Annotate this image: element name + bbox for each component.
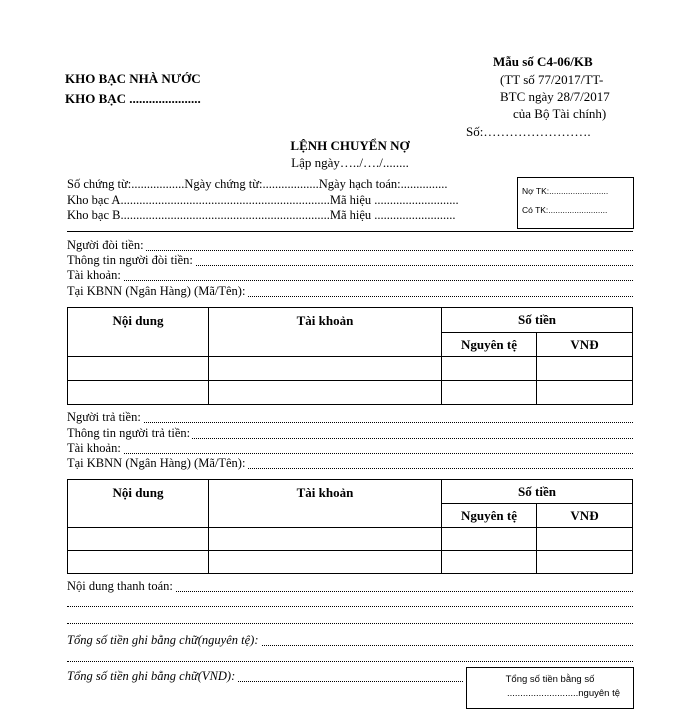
table-cell[interactable]	[209, 528, 442, 551]
voucher-line-3: Kho bạc B...................................................................Mã hiệu ..........................	[67, 208, 456, 222]
total-amount-box	[466, 667, 634, 709]
page-title: LỆNH CHUYỂN NỢ	[290, 138, 410, 153]
treasury-branch: KHO BẠC ......................	[65, 91, 201, 106]
table-cell[interactable]	[68, 381, 209, 405]
circular-line-3: của Bộ Tài chính)	[513, 106, 607, 121]
total-amount-original[interactable]: ...........................nguyên tệ	[507, 688, 620, 699]
requester-account-label: Tài khoản:	[67, 268, 121, 282]
payer-account-field[interactable]	[67, 453, 633, 454]
treasury-name: KHO BẠC NHÀ NƯỚC	[65, 71, 201, 86]
voucher-line-1: Số chứng từ:.................Ngày chứng từ:..................Ngày hạch toán:...............	[67, 177, 448, 191]
total-words-vnd-label: Tổng số tiền ghi bằng chữ(VND):	[67, 669, 236, 683]
table-cell[interactable]	[442, 357, 537, 381]
header-amount: Số tiền	[442, 480, 633, 504]
header-amount: Số tiền	[442, 308, 633, 333]
header-original-currency: Nguyên tệ	[442, 333, 537, 357]
table-cell[interactable]	[537, 528, 633, 551]
table-cell[interactable]	[537, 357, 633, 381]
credit-account: Có TK:.........................	[522, 205, 608, 215]
creation-date: Lập ngày…../…./........	[291, 155, 409, 170]
requester-table	[67, 307, 633, 405]
table-cell[interactable]	[442, 528, 537, 551]
header-content: Nội dung	[68, 480, 209, 528]
total-words-original-field-2[interactable]	[67, 661, 633, 662]
table-cell[interactable]	[68, 528, 209, 551]
requester-field[interactable]	[67, 250, 633, 251]
payer-label: Người trả tiền:	[67, 410, 141, 424]
table-cell[interactable]	[209, 357, 442, 381]
requester-account-field[interactable]	[67, 280, 633, 281]
account-box	[517, 177, 634, 229]
requester-label: Người đòi tiền:	[67, 238, 144, 252]
header-vnd: VNĐ	[537, 504, 633, 528]
document-number: Số:…………………….	[466, 124, 591, 139]
payer-account-label: Tài khoản:	[67, 441, 121, 455]
table-cell[interactable]	[442, 381, 537, 405]
separator-line	[67, 231, 633, 232]
table-cell[interactable]	[209, 381, 442, 405]
payer-table	[67, 479, 633, 574]
requester-bank-label: Tại KBNN (Ngân Hàng) (Mã/Tên):	[67, 284, 246, 298]
total-amount-title: Tổng số tiền bằng số	[505, 674, 595, 685]
table-cell[interactable]	[537, 381, 633, 405]
payment-content-label: Nội dung thanh toán:	[67, 579, 173, 593]
table-cell[interactable]	[537, 551, 633, 574]
header-vnd: VNĐ	[537, 333, 633, 357]
header-account: Tài khoản	[209, 480, 442, 528]
header-content: Nội dung	[68, 308, 209, 357]
header-original-currency: Nguyên tệ	[442, 504, 537, 528]
voucher-line-2: Kho bạc A...................................................................Mã hiệu ...........................	[67, 193, 459, 207]
table-cell[interactable]	[209, 551, 442, 574]
total-words-original-label: Tổng số tiền ghi bằng chữ(nguyên tệ):	[67, 633, 259, 647]
payer-info-label: Thông tin người trả tiền:	[67, 426, 191, 440]
payer-bank-label: Tại KBNN (Ngân Hàng) (Mã/Tên):	[67, 456, 246, 470]
debit-account: Nợ TK:.........................	[522, 186, 609, 196]
header-account: Tài khoản	[209, 308, 442, 357]
table-cell[interactable]	[442, 551, 537, 574]
form-code: Mẫu số C4-06/KB	[493, 54, 593, 69]
payment-content-field-2[interactable]	[67, 606, 633, 607]
table-cell[interactable]	[68, 357, 209, 381]
circular-line-1: (TT số 77/2017/TT-	[500, 72, 604, 87]
requester-info-label: Thông tin người đòi tiền:	[67, 253, 193, 267]
payment-content-field-3[interactable]	[67, 623, 633, 624]
payer-field[interactable]	[67, 422, 633, 423]
table-cell[interactable]	[68, 551, 209, 574]
circular-line-2: BTC ngày 28/7/2017	[500, 89, 610, 104]
